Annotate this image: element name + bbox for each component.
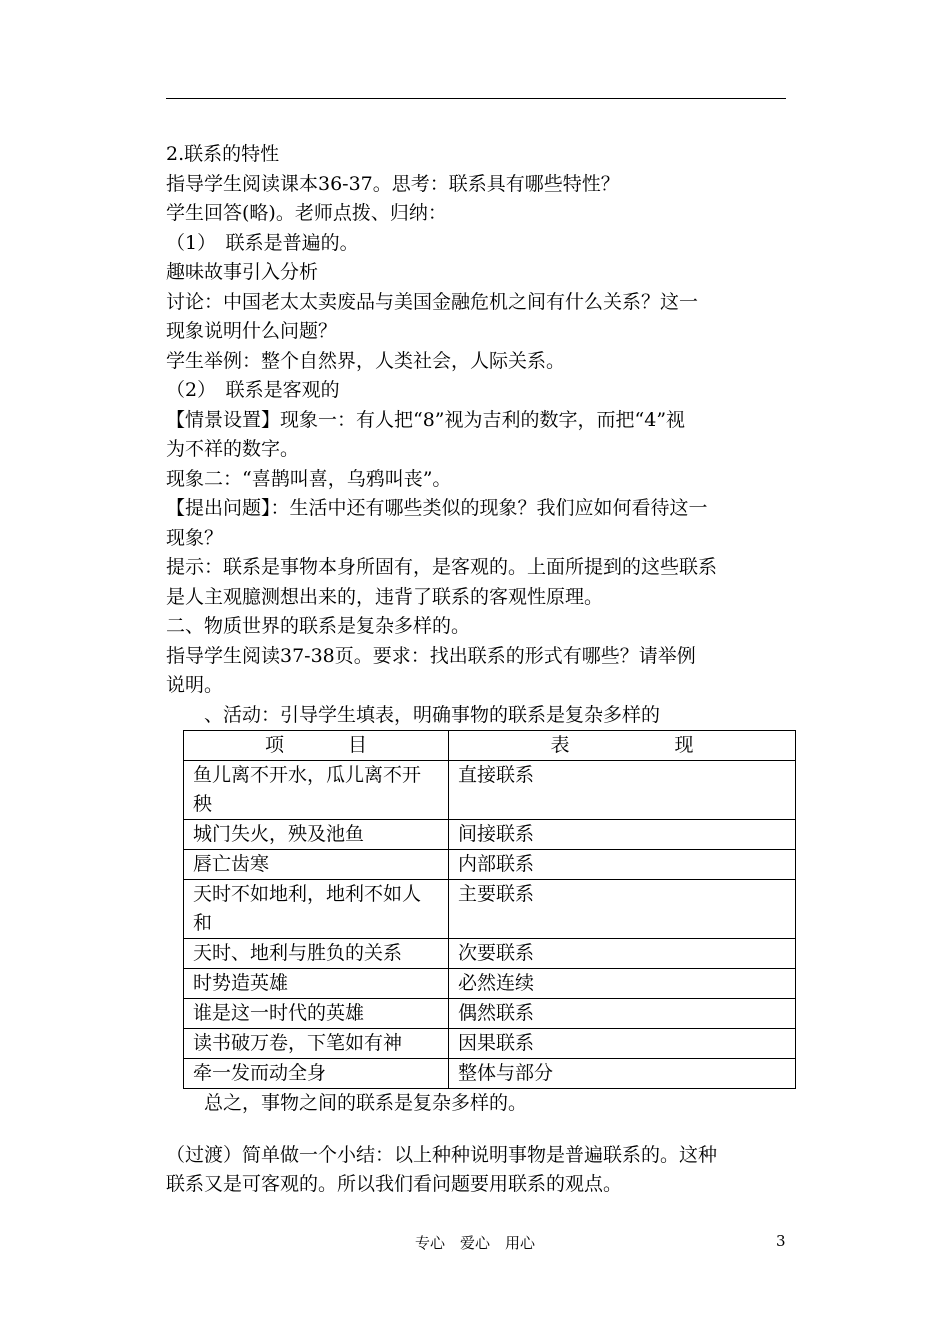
text-line: 联系又是可客观的。所以我们看问题要用联系的观点。 [166,1173,623,1195]
table-row [184,880,796,939]
text-line: 【情景设置】现象一：有人把“8”视为吉利的数字，而把“4”视 [166,408,686,431]
table-cell-item: 时势造英雄 [184,969,449,999]
header-rule [166,98,786,99]
table-cell-item: 谁是这一时代的英雄 [184,999,449,1029]
table-cell-item: 唇亡齿寒 [184,850,449,880]
table-cell-item: 牵一发而动全身 [184,1059,449,1089]
text-line: 趣味故事引入分析 [166,261,319,283]
table-row [184,969,796,999]
text-line: 学生举例：整个自然界，人类社会，人际关系。 [166,349,566,372]
table-row [184,820,796,850]
table-cell-form: 因果联系 [449,1029,796,1059]
table-cell-form: 主要联系 [449,880,796,939]
table-cell-item: 读书破万卷，下笔如有神 [184,1029,449,1059]
table-header-row [184,731,796,761]
table-cell-form: 偶然联系 [449,999,796,1029]
table-row [184,761,796,820]
text-line: 现象二：“喜鹊叫喜，乌鸦叫丧”。 [166,467,452,490]
document-body [166,140,788,1200]
header-form-char-1: 表 [550,734,570,756]
text-line: 提示：联系是事物本身所固有，是客观的。上面所提到的这些联系 [166,556,718,578]
table-cell-form: 整体与部分 [449,1059,796,1089]
connection-forms-table [183,730,796,1089]
footer-motto: 专心 爱心 用心 [414,1234,535,1252]
header-cell-form [449,731,796,761]
table-cell-form: 直接联系 [449,761,796,820]
text-line: 二、物质世界的联系是复杂多样的。 [166,615,471,637]
table-cell-item: 天时、地利与胜负的关系 [184,939,449,969]
table-cell-form: 必然连续 [449,969,796,999]
text-line: 指导学生阅读37-38页。要求：找出联系的形式有哪些？请举例 [166,644,696,667]
table-row [184,999,796,1029]
text-line: 2.联系的特性 [166,143,280,165]
text-line: 现象？ [166,526,224,549]
table-cell-form: 内部联系 [449,850,796,880]
text-line: （2） 联系是客观的 [166,379,340,401]
table-cell-form: 次要联系 [449,939,796,969]
text-line: （1） 联系是普遍的。 [166,231,359,254]
paragraphs-before-table [166,140,788,730]
paragraph-gap [166,1119,788,1141]
text-line: 是人主观臆测想出来的，违背了联系的客观性原理。 [166,585,604,608]
table-row [184,939,796,969]
table-row [184,850,796,880]
text-line: 【提出问题】：生活中还有哪些类似的现象？我们应如何看待这一 [166,497,708,519]
text-line: 讨论：中国老太太卖废品与美国金融危机之间有什么关系？这一 [166,290,699,313]
table-cell-item: 鱼儿离不开水，瓜儿离不开秧 [184,761,449,820]
header-item-char-1: 项 [264,734,284,756]
text-line: 为不祥的数字。 [166,438,300,460]
text-line: 指导学生阅读课本36-37。思考：联系具有哪些特性？ [166,172,620,195]
page-number: 3 [776,1232,786,1250]
table-row [184,1059,796,1089]
text-line: 、活动：引导学生填表，明确事物的联系是复杂多样的 [166,703,661,726]
text-line: 学生回答(略)。老师点拨、归纳： [166,202,447,224]
table-cell-form: 间接联系 [449,820,796,850]
text-line: （过渡）简单做一个小结：以上种种说明事物是普遍联系的。这种 [166,1143,718,1166]
paragraphs-after-table [166,1141,788,1200]
header-item-char-2: 目 [347,734,367,756]
text-line: 说明。 [166,674,224,696]
header-form-char-2: 现 [674,734,694,756]
table-row [184,1029,796,1059]
text-line: 现象说明什么问题？ [166,320,338,342]
header-cell-item [184,731,449,761]
summary-line: 总之，事物之间的联系是复杂多样的。 [166,1092,528,1114]
table-cell-item: 天时不如地利，地利不如人和 [184,880,449,939]
table-cell-item: 城门失火，殃及池鱼 [184,820,449,850]
